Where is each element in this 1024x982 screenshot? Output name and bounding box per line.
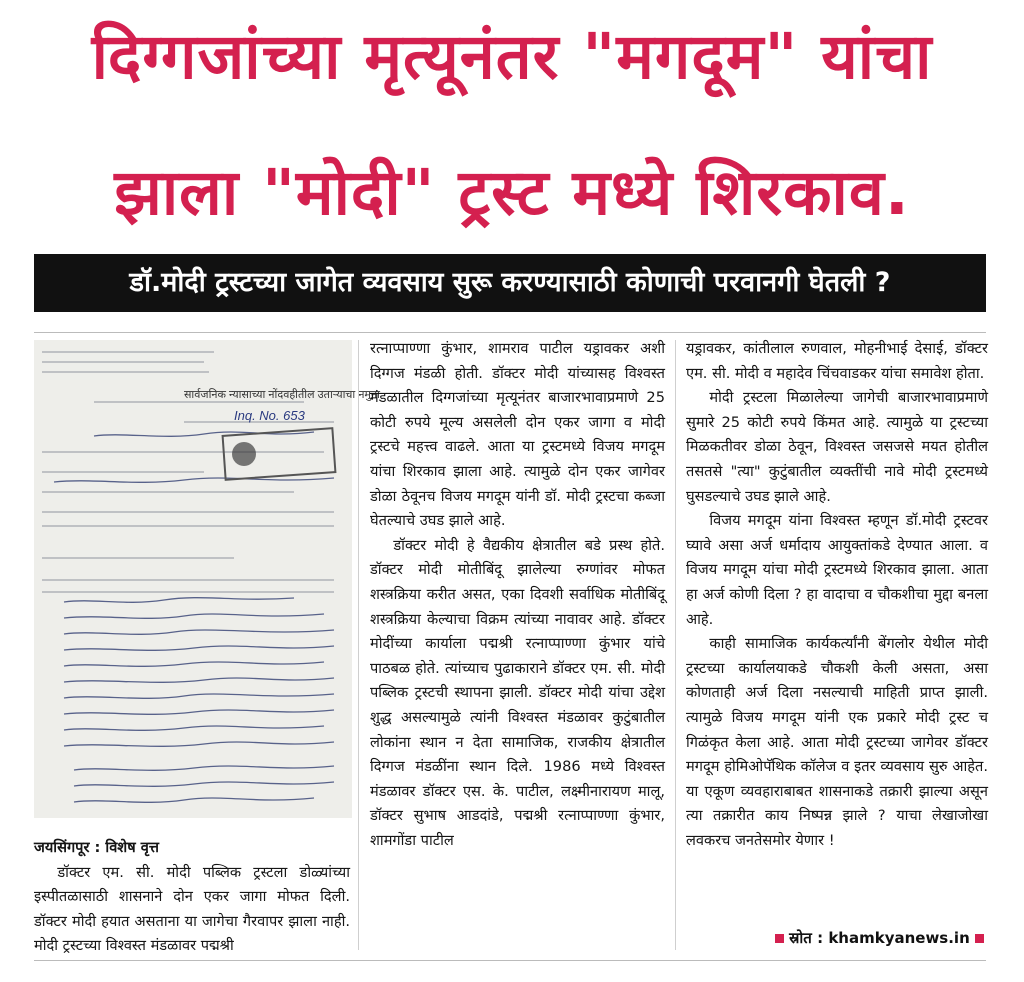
svg-text:Inq. No. 653: Inq. No. 653 [234, 408, 305, 423]
dateline: जयसिंगपूर : विशेष वृत्त [34, 839, 159, 856]
column-1 [34, 836, 350, 959]
col3-paragraph-c: विजय मगदूम यांना विश्वस्त म्हणून डॉ.मोदी ट्रस्टवर घ्यावे असा अर्ज धर्मादाय आयुक्तांकडे देण्यात आला. व विजय मगदूम यांचा मोदी ट्रस्टमध्ये शिरकाव झाला. आता हा अर्ज कोणी दिला ? हा वादाचा व चौकशीचा मुद्दा बनला आहे. [686, 512, 988, 628]
square-bullet-icon [775, 934, 784, 943]
col3-paragraph-d: काही सामाजिक कार्यकर्त्यांनी बेंगलोर येथील मोदी ट्रस्टच्या कार्यालयाकडे चौकशी केली असता, असा कोणताही अर्ज दिला नसल्याची माहिती प्राप्त झाली. त्यामुळे विजय मगदूम यांनी एक प्रकारे मोदी ट्रस्ट च गिळंकृत केला आहे. आता मोदी ट्रस्टच्या जागेवर डॉक्टर मगदूम होमिओपॅथिक कॉलेज व इतर व्यवसाय सुरु आहेत. या एकूण व्यवहाराबाबत शासनाकडे तक्रारी झाल्या असून त्या तक्रारीत काय निष्पन्न झाले ? याचा लेखाजोखा लवकरच जनतेसमोर येणार ! [686, 635, 988, 849]
column-2 [370, 337, 665, 853]
source-label: स्रोत : [789, 929, 824, 947]
square-bullet-icon [975, 934, 984, 943]
col3-paragraph-a: यड्रावकर, कांतीलाल रुणवाल, मोहनीभाई देसाई, डॉक्टर एम. सी. मोदी व महादेव चिंचवाडकर यांचा समावेश होता. [686, 340, 988, 382]
column-3 [686, 337, 988, 853]
scanned-trust-document-image [34, 340, 380, 818]
column-divider-2 [675, 340, 676, 950]
source-credit [775, 928, 984, 948]
col1-paragraph: डॉक्टर एम. सी. मोदी पब्लिक ट्रस्टला डोळ्यांच्या इस्पीतळासाठी शासनाने दोन एकर जागा मोफत दिली. डॉक्टर मोदी हयात असताना या जागेचा गैरवापर झाला नाही. मोदी ट्रस्टच्या विश्वस्त मंडळावर पद्मश्री [34, 863, 350, 955]
headline-line-2: झाला "मोदी" ट्रस्ट मध्ये शिरकाव. [114, 156, 910, 229]
column-divider-1 [358, 340, 359, 950]
source-site-link[interactable]: khamkyanews.in [828, 929, 970, 947]
scanned-document-drawing [34, 340, 380, 818]
headline-line-1: दिग्गजांच्या मृत्यूनंतर "मगदूम" यांचा [91, 20, 933, 93]
top-rule [34, 332, 986, 333]
svg-text:सार्वजनिक न्यासाच्या नोंदवहीती: सार्वजनिक न्यासाच्या नोंदवहीतील उताऱ्याचा नमुना [184, 389, 380, 401]
col2-paragraph-b: डॉक्टर मोदी हे वैद्यकीय क्षेत्रातील बडे प्रस्थ होते. डॉक्टर मोदी मोतीबिंदू झालेल्या रुग्णांवर मोफत शस्त्रक्रिया करीत असत, एका दिवशी सर्वाधिक मोतीबिंदू शस्त्रक्रिया केल्याचा विक्रम त्यांच्या नावावर आहे. डॉक्टर मोदींच्या कार्याला पद्मश्री रत्नाप्पाण्णा कुंभार यांचे पाठबळ होते. त्यांच्याच पुढाकाराने डॉक्टर एम. सी. मोदी पब्लिक ट्रस्टची स्थापना झाली. डॉक्टर मोदी यांचा उद्देश शुद्ध असल्यामुळे त्यांनी विश्वस्त मंडळावर कुटुंबातील लोकांना स्थान न देता सामाजिक, राजकीय क्षेत्रातील दिग्गज मंडळींना स्थान दिले. 1986 मध्ये विश्वस्त मंडळावर डॉक्टर एस. के. पाटील, लक्ष्मीनारायण मालू, डॉक्टर सुभाष आडदांडे, पद्मश्री रत्नाप्पाण्णा कुंभार, शामगोंडा पाटील [370, 536, 665, 849]
col2-paragraph-a: रत्नाप्पाण्णा कुंभार, शामराव पाटील यड्रावकर अशी दिग्गज मंडळी होती. डॉक्टर मोदी यांच्यासह विश्वस्त मंडळातील दिग्गजांच्या मृत्यूनंतर बाजारभावाप्रमाणे 25 कोटी रुपये मूल्य असलेली दोन एकर जागा व मोदी ट्रस्टचे महत्त्व वाढले. आता या ट्रस्टमध्ये विजय मगदूम यांचा शिरकाव झाला आहे. त्यामुळे दोन एकर जागेवर डोळा ठेवूनच विजय मगदूम यांनी डॉ. मोदी ट्रस्टचा कब्जा घेतल्याचे उघड झाले आहे. [370, 340, 665, 530]
subheadline-bar: डॉ.मोदी ट्रस्टच्या जागेत व्यवसाय सुरू करण्यासाठी कोणाची परवानगी घेतली ? [34, 254, 986, 312]
bottom-rule [34, 960, 986, 961]
col3-paragraph-b: मोदी ट्रस्टला मिळालेल्या जागेची बाजारभावाप्रमाणे सुमारे 25 कोटी रुपये किंमत आहे. त्यामुळे या ट्रस्टच्या मिळकतीवर डोळा ठेवून, विश्वस्त जसजसे मयत होतील तसतसे "त्या" कुटुंबातील व्यक्तींची नावे मोदी ट्रस्टमध्ये घुसडल्याचे उघड झाले आहे. [686, 389, 988, 505]
